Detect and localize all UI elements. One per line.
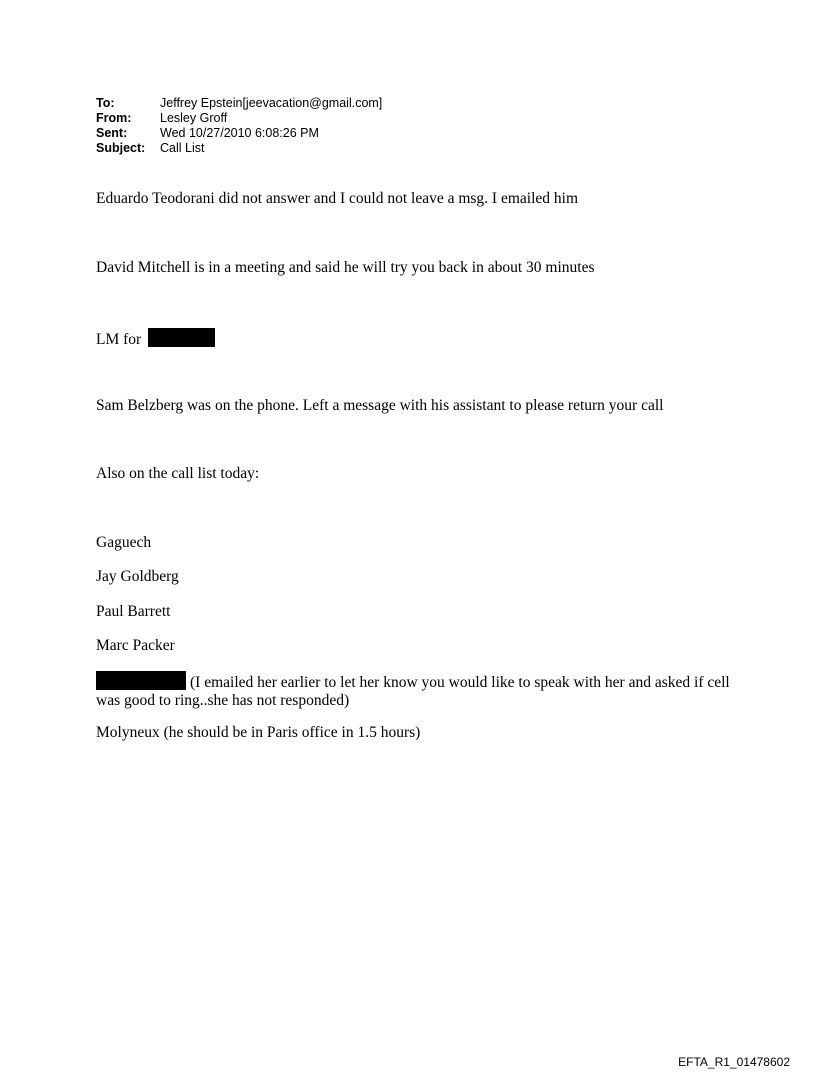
- call-list-item: Gaguech: [96, 534, 152, 551]
- body-line-sam: Sam Belzberg was on the phone. Left a message with his assistant to please return your call: [96, 397, 664, 414]
- call-list-item: Marc Packer: [96, 637, 175, 654]
- body-line-molyneux: Molyneux (he should be in Paris office in 1.5 hours): [96, 724, 421, 741]
- body-line-also: Also on the call list today:: [96, 465, 260, 482]
- sent-label: Sent:: [96, 126, 128, 140]
- sent-row: [96, 126, 382, 141]
- email-header: [96, 96, 382, 156]
- sent-value: Wed 10/27/2010 6:08:26 PM: [160, 126, 319, 140]
- from-value: Lesley Groff: [160, 111, 228, 125]
- from-row: [96, 111, 382, 126]
- body-line-redacted-note: [96, 671, 736, 710]
- redaction-box: [96, 671, 186, 690]
- call-list-item: Paul Barrett: [96, 603, 171, 620]
- body-line-eduardo: Eduardo Teodorani did not answer and I could not leave a msg. I emailed him: [96, 190, 579, 207]
- from-label: From:: [96, 111, 132, 125]
- document-id: EFTA_R1_01478602: [678, 1055, 790, 1069]
- call-list-item: Jay Goldberg: [96, 568, 179, 585]
- redaction-box: [148, 328, 215, 347]
- redacted-note-text: (I emailed her earlier to let her know you would like to speak with her and asked if cell was good to ring..she has not responded): [96, 674, 730, 709]
- subject-label: Subject:: [96, 141, 146, 155]
- body-line-lm-for: [96, 328, 215, 349]
- subject-row: [96, 141, 382, 156]
- to-value: Jeffrey Epstein[jeevacation@gmail.com]: [160, 96, 383, 110]
- body-line-david: David Mitchell is in a meeting and said he will try you back in about 30 minutes: [96, 259, 595, 276]
- lm-for-label: LM for: [96, 331, 142, 348]
- to-label: To:: [96, 96, 115, 110]
- subject-value: Call List: [160, 141, 205, 155]
- to-row: [96, 96, 382, 111]
